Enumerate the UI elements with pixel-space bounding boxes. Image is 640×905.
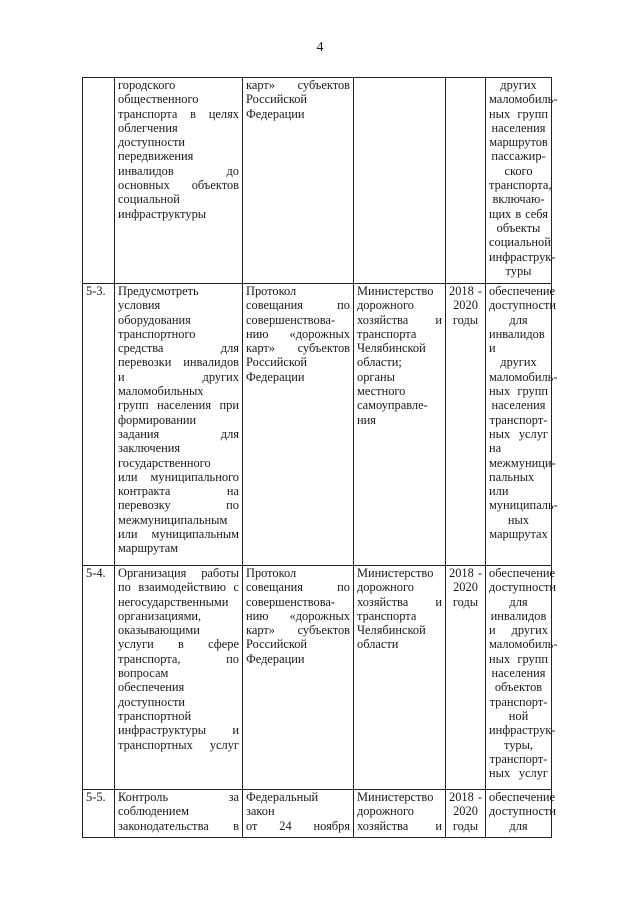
cell-text-line: ных услуг на	[489, 426, 548, 456]
cell-text-line: хозяйства и	[357, 594, 442, 609]
cell-text-line: маломобиль-	[489, 92, 558, 107]
cell-text-line: межмуници-	[489, 455, 556, 470]
cell-text-line: Министерство	[357, 790, 434, 804]
cell-text-line: туры	[505, 263, 532, 278]
measures-table-body	[83, 78, 558, 838]
cell-text-line: доступности	[489, 580, 557, 595]
cell-text-line: Федерации	[246, 369, 305, 384]
cell-text-line: задания для	[118, 426, 239, 441]
table-row	[83, 790, 552, 838]
cell-text-line: совершенствова-	[246, 312, 336, 327]
cell-text-line: населения	[491, 398, 546, 413]
cell-text-line: государственного	[118, 455, 211, 470]
cell-text-line: дорожного	[357, 804, 414, 819]
cell-text-line: Челябинской	[357, 341, 426, 356]
item-number: 5-5.	[86, 790, 106, 804]
cell-text-line: пальных или	[489, 469, 535, 499]
cell-text-line: доступности	[489, 298, 557, 313]
cell-text-line: ных групп	[489, 384, 548, 399]
term-cell	[446, 566, 486, 790]
cell-text-line: для	[509, 818, 528, 833]
cell-text-line: маломобиль-	[489, 637, 558, 652]
measure-cell	[115, 566, 243, 790]
cell-text-line: и других	[118, 369, 239, 384]
cell-text-line: области;	[357, 355, 402, 370]
cell-text-line: для	[509, 312, 528, 327]
cell-text-line: общественного	[118, 92, 199, 107]
cell-text-line: городского	[118, 78, 176, 92]
cell-text-line: объектов	[494, 680, 543, 695]
expected-result-cell	[486, 566, 558, 790]
cell-text-line: транспортного	[118, 326, 196, 341]
cell-text-line: 2018 -	[449, 566, 482, 580]
cell-text-line: годы	[452, 312, 479, 327]
cell-text-line: облегчения	[118, 120, 178, 135]
cell-text-line: инфраструктуры и	[118, 723, 239, 738]
cell-text-line: доступности	[489, 804, 557, 819]
cell-text-line: транспортной	[118, 708, 192, 723]
cell-text-line: дорожного	[357, 298, 414, 313]
item-number-cell	[83, 790, 115, 838]
cell-text-line: инвалидов до	[118, 163, 239, 178]
cell-text-line: муниципаль-	[489, 498, 558, 513]
responsible-cell	[354, 566, 446, 790]
cell-text-line: Федеральный	[246, 790, 319, 804]
cell-text-line: инфраструктуры	[118, 206, 207, 221]
cell-text-line: других	[500, 78, 537, 92]
cell-text-line: населения	[491, 120, 546, 135]
cell-text-line: соблюдением	[118, 804, 189, 819]
cell-text-line: Министерство	[357, 566, 434, 580]
cell-text-line: доступности	[118, 694, 186, 709]
cell-text-line: ных услуг	[489, 766, 548, 781]
cell-text-line: Министерство	[357, 284, 434, 298]
expected-result-cell	[486, 284, 558, 566]
cell-text-line: Протокол	[246, 566, 297, 580]
cell-text-line: Российской	[246, 637, 308, 652]
cell-text-line: транспорт-	[489, 694, 548, 709]
cell-text-line: ных групп	[489, 651, 548, 666]
item-number-cell	[83, 566, 115, 790]
cell-text-line: межмуниципальным	[118, 512, 228, 527]
item-number-cell	[83, 78, 115, 284]
measure-cell	[115, 790, 243, 838]
term-cell	[446, 78, 486, 284]
cell-text-line: инфраструк-	[489, 249, 556, 264]
cell-text-line: дорожного	[357, 580, 414, 595]
table-row	[83, 78, 552, 284]
measure-cell	[115, 284, 243, 566]
term-cell	[446, 284, 486, 566]
item-number-cell	[83, 284, 115, 566]
cell-text-line: маломобильных	[118, 384, 204, 399]
basis-document-cell	[243, 78, 354, 284]
cell-text-line: перевозку по	[118, 498, 239, 513]
cell-text-line: контракта на	[118, 484, 239, 499]
cell-text-line: групп населения при	[118, 398, 239, 413]
cell-text-line: социальной	[118, 192, 180, 207]
cell-text-line: основных объектов	[118, 178, 239, 193]
cell-text-line: туры,	[503, 737, 534, 752]
cell-text-line: ной	[508, 708, 529, 723]
cell-text-line: средства для	[118, 341, 239, 356]
cell-text-line: транспорта	[357, 608, 417, 623]
cell-text-line: обеспечение	[489, 284, 555, 298]
item-number: 5-4.	[86, 566, 106, 580]
cell-text-line: ния	[357, 412, 376, 427]
cell-text-line: организациями,	[118, 608, 202, 623]
cell-text-line: или муниципального	[118, 469, 239, 484]
cell-text-line: маршрутам	[118, 541, 179, 556]
table-row	[83, 284, 552, 566]
cell-text-line: Протокол	[246, 284, 297, 298]
cell-text-line: Российской	[246, 355, 308, 370]
cell-text-line: ского	[504, 163, 533, 178]
cell-text-line: 2018 -	[449, 790, 482, 804]
cell-text-line: нию «дорожных	[246, 608, 350, 623]
cell-text-line: по взаимодействию с	[118, 580, 239, 595]
table-row	[83, 566, 552, 790]
cell-text-line: самоуправле-	[357, 398, 428, 413]
cell-text-line: для	[509, 594, 528, 609]
cell-text-line: хозяйства и	[357, 312, 442, 327]
cell-text-line: годы	[452, 594, 479, 609]
cell-text-line: области	[357, 637, 399, 652]
cell-text-line: транспорта в целях	[118, 106, 239, 121]
cell-text-line: местного	[357, 384, 406, 399]
cell-text-line: передвижения	[118, 149, 194, 164]
cell-text-line: услуги в сфере	[118, 637, 239, 652]
cell-text-line: заключения	[118, 441, 181, 456]
cell-text-line: объекты	[496, 220, 541, 235]
cell-text-line: Челябинской	[357, 623, 426, 638]
cell-text-line: закон	[246, 804, 275, 819]
cell-text-line: щих в себя	[489, 206, 548, 221]
cell-text-line: обеспечение	[489, 566, 555, 580]
cell-text-line: карт» субъектов	[246, 623, 350, 638]
cell-text-line: Контроль за	[118, 790, 239, 804]
cell-text-line: или муниципальным	[118, 527, 239, 542]
responsible-cell	[354, 284, 446, 566]
cell-text-line: совещания по	[246, 298, 350, 313]
cell-text-line: карт» субъектов	[246, 341, 350, 356]
cell-text-line: 2020	[453, 804, 478, 819]
cell-text-line: маломобиль-	[489, 369, 558, 384]
cell-text-line: Федерации	[246, 651, 305, 666]
cell-text-line: хозяйства и	[357, 818, 442, 833]
cell-text-line: социальной	[489, 235, 551, 250]
cell-text-line: оборудования	[118, 312, 191, 327]
cell-text-line: перевозки инвалидов	[118, 355, 239, 370]
cell-text-line: формировании	[118, 412, 197, 427]
cell-text-line: совещания по	[246, 580, 350, 595]
cell-text-line: инвалидов	[490, 608, 547, 623]
cell-text-line: и других	[489, 623, 548, 638]
cell-text-line: транспорта,	[489, 178, 552, 193]
cell-text-line: Предусмотреть	[118, 284, 199, 298]
cell-text-line: пассажир-	[491, 149, 546, 164]
measure-cell	[115, 78, 243, 284]
basis-document-cell	[243, 284, 354, 566]
responsible-cell	[354, 790, 446, 838]
cell-text-line: законодательства в	[118, 818, 239, 833]
basis-document-cell	[243, 790, 354, 838]
cell-text-line: 2020	[453, 580, 478, 595]
term-cell	[446, 790, 486, 838]
cell-text-line: Российской	[246, 92, 308, 107]
cell-text-line: обеспечения	[118, 680, 185, 695]
cell-text-line: ных групп	[489, 106, 548, 121]
cell-text-line: Организация работы	[118, 566, 239, 580]
cell-text-line: совершенствова-	[246, 594, 336, 609]
cell-text-line: транспорт-	[489, 412, 548, 427]
expected-result-cell	[486, 790, 557, 838]
cell-text-line: маршрутов	[489, 135, 548, 150]
cell-text-line: вопросам	[118, 666, 169, 681]
cell-text-line: нию «дорожных	[246, 326, 350, 341]
cell-text-line: включаю-	[492, 192, 545, 207]
item-number: 5-3.	[86, 284, 106, 298]
cell-text-line: доступности	[118, 135, 186, 150]
basis-document-cell	[243, 566, 354, 790]
cell-text-line: от 24 ноября	[246, 818, 350, 833]
cell-text-line: транспорта	[357, 326, 417, 341]
cell-text-line: инфраструк-	[489, 723, 556, 738]
cell-text-line: транспорта, по	[118, 651, 239, 666]
expected-result-cell	[486, 78, 558, 284]
cell-text-line: негосударственными	[118, 594, 229, 609]
cell-text-line: условия	[118, 298, 161, 313]
cell-text-line: транспортных услуг	[118, 737, 239, 752]
cell-text-line: населения	[491, 666, 546, 681]
cell-text-line: 2018 -	[449, 284, 482, 298]
cell-text-line: обеспечение	[489, 790, 555, 804]
cell-text-line: органы	[357, 369, 395, 384]
cell-text-line: Федерации	[246, 106, 305, 121]
cell-text-line: других	[500, 355, 537, 370]
cell-text-line: годы	[452, 818, 479, 833]
cell-text-line: карт» субъектов	[246, 78, 350, 92]
responsible-cell	[354, 78, 446, 284]
cell-text-line: инвалидов и	[489, 326, 545, 356]
cell-text-line: транспорт-	[489, 751, 548, 766]
cell-text-line: 2020	[453, 298, 478, 313]
cell-text-line: маршрутах	[489, 527, 548, 542]
page-number: 4	[316, 40, 324, 55]
cell-text-line: оказывающими	[118, 623, 200, 638]
measures-table	[82, 77, 558, 838]
cell-text-line: ных	[507, 512, 530, 527]
